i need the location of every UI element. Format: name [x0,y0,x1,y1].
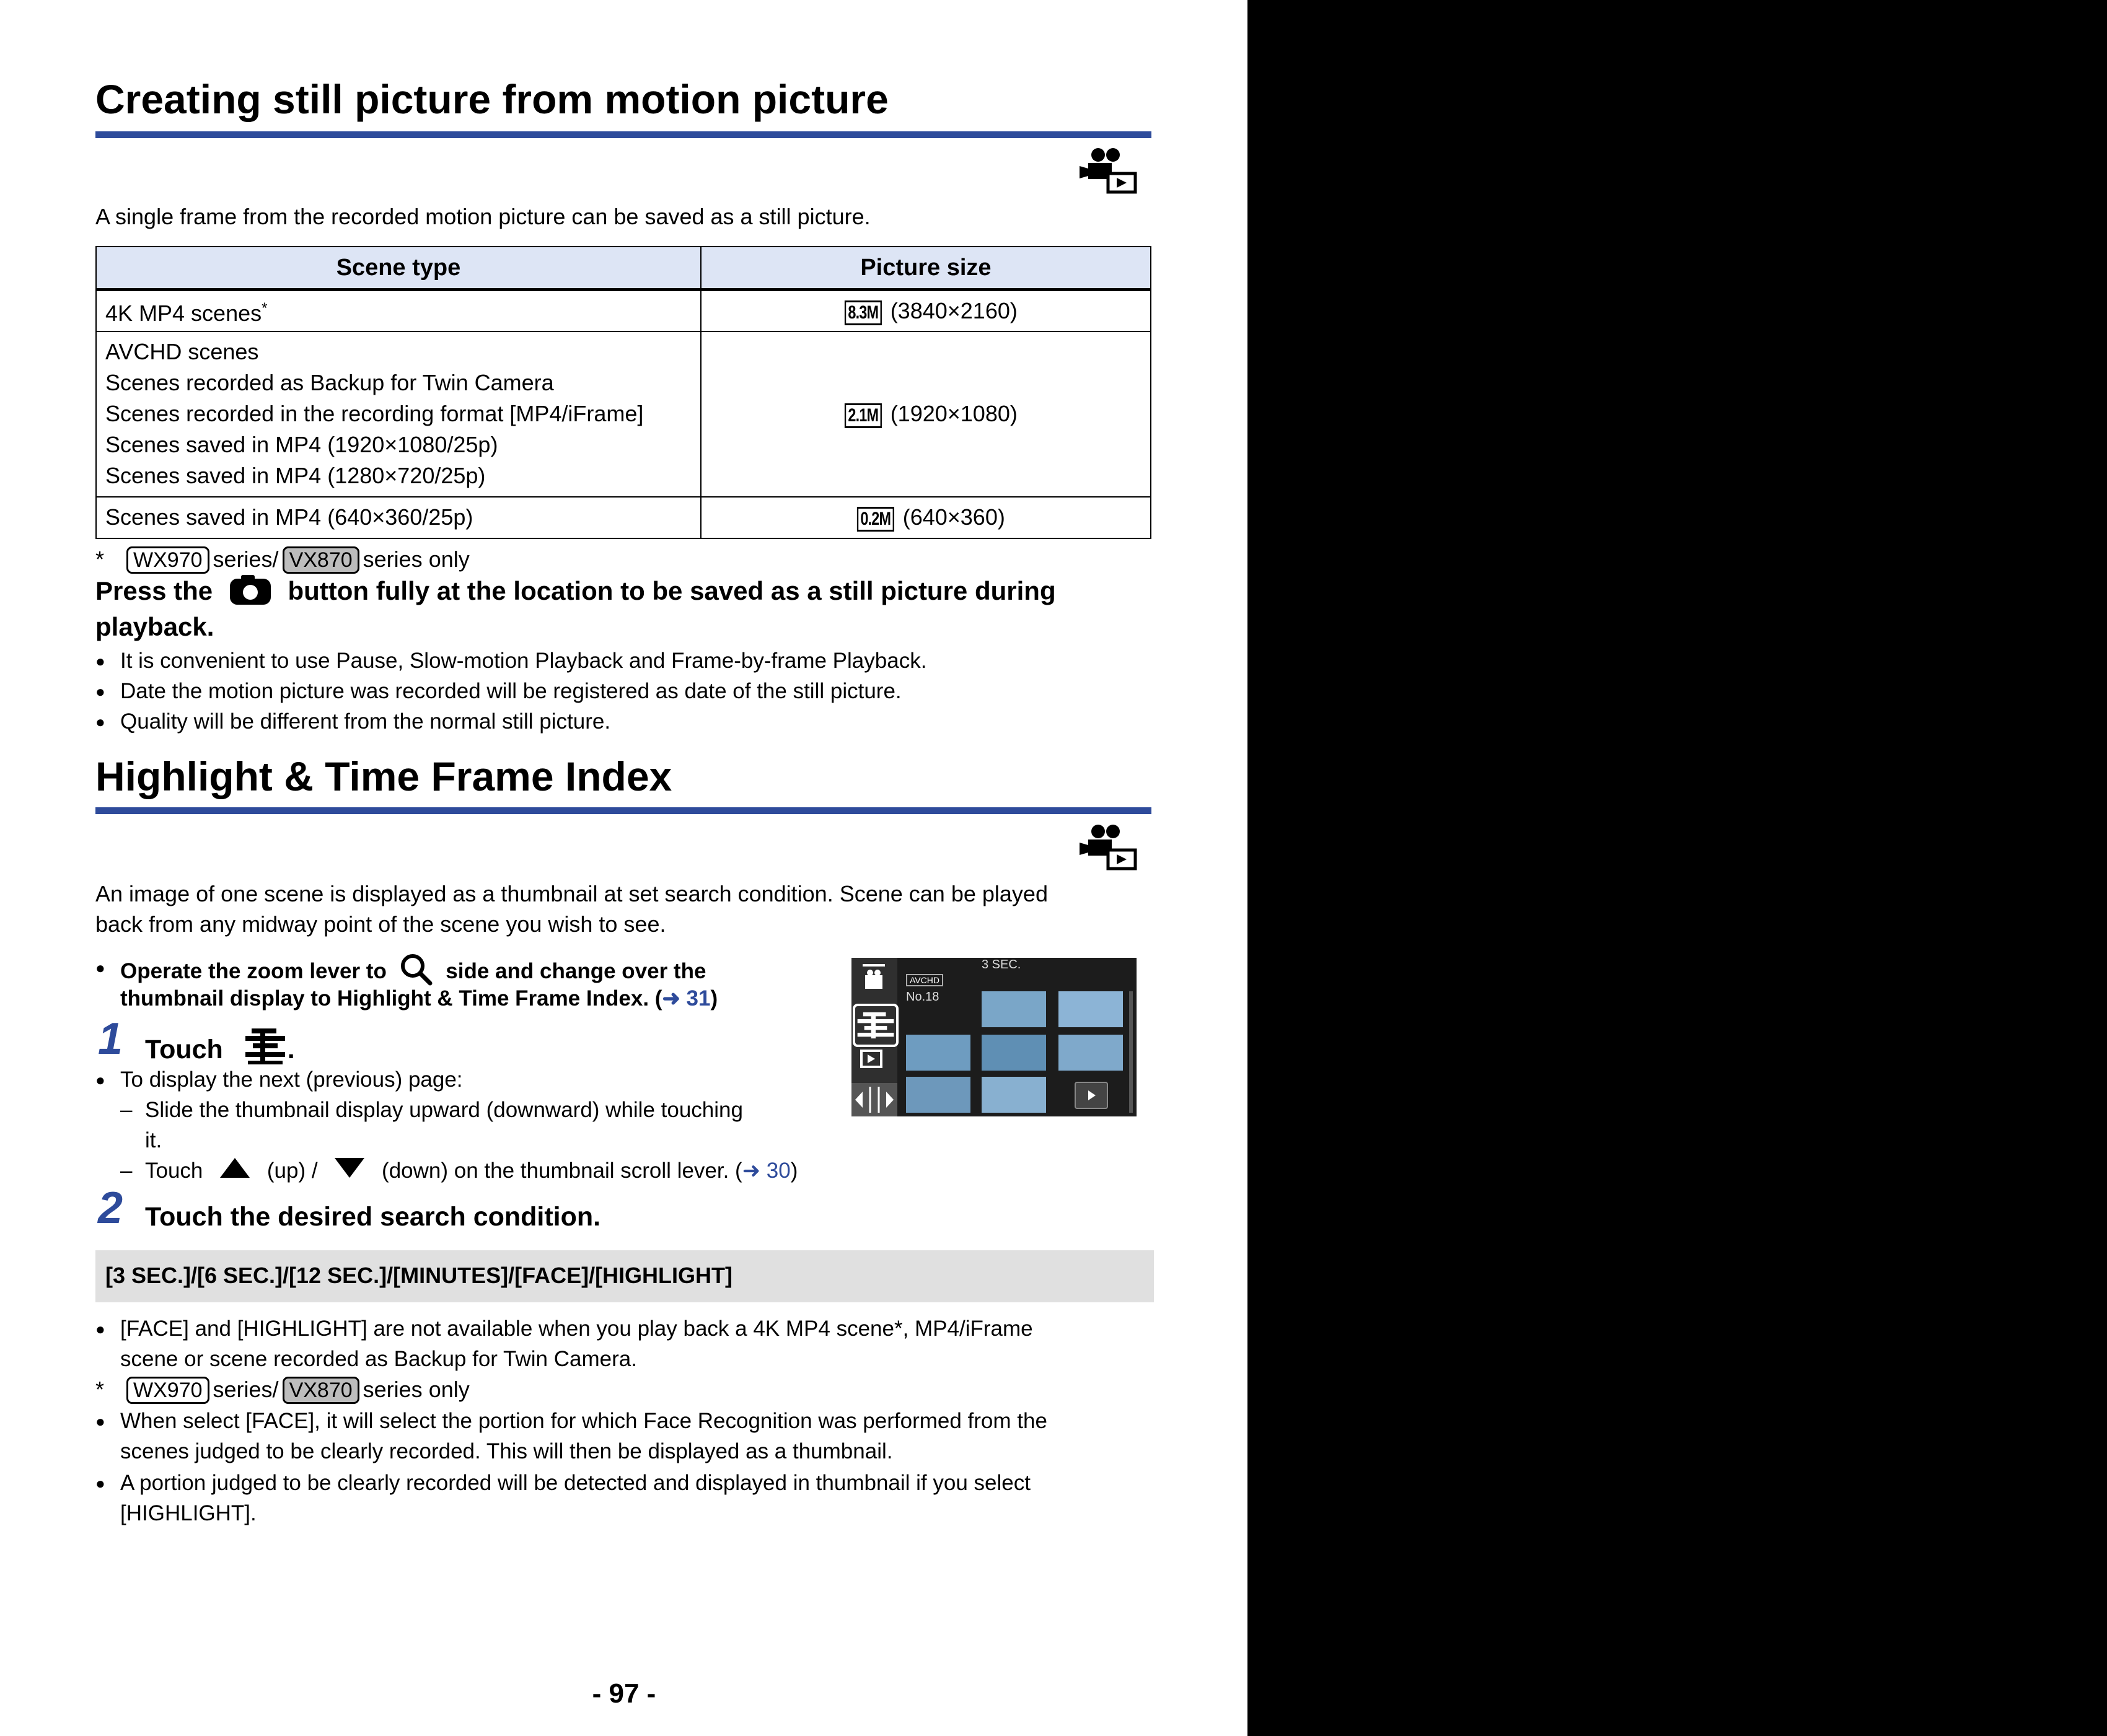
list-item-cont: scene or scene recorded as Backup for Twin Camera. [120,1347,637,1371]
still-capture-instruction: Press the button fully at the location to be saved as a still picture during [95,576,1056,605]
list-item: ● Date the motion picture was recorded will be registered as date of the still picture. [120,676,902,707]
scene-type-line: Scenes recorded in the recording format [MP4/iFrame] [105,401,644,426]
page-ref-link-30[interactable]: 30 [766,1159,791,1183]
section2-rule [95,807,1151,814]
motion-picture-playback-icon [1077,146,1139,196]
list-item-cont: scenes judged to be clearly recorded. This will then be displayed as a thumbnail. [120,1439,893,1463]
scene-type-cell: 4K MP4 scenes [105,300,262,326]
list-item: ● It is convenient to use Pause, Slow-motion Playback and Frame-by-frame Playback. [120,646,926,677]
scene-type-line: Scenes saved in MP4 (1920×1080/25p) [105,432,498,457]
scene-type-cell: Scenes saved in MP4 (640×360/25p) [96,497,701,538]
prep-step-line1: ● Operate the zoom lever to side and change over the [120,952,706,987]
black-margin-panel [1247,0,2107,1736]
section2-title: Highlight & Time Frame Index [95,753,672,799]
step-number-1: 1 [98,1014,123,1064]
table-header-scene-type: Scene type [96,247,701,290]
camera-button-icon [229,575,272,606]
table-row [96,497,1151,538]
still-capture-instruction-line2: playback. [95,612,214,641]
scene-type-line: AVCHD scenes [105,339,259,364]
section2-intro-line2: back from any midway point of the scene you wish to see. [95,911,666,937]
list-item-cont: [HIGHLIGHT]. [120,1501,257,1525]
scene-type-line: Scenes saved in MP4 (1280×720/25p) [105,463,486,488]
screen-avchd-label: AVCHD [906,974,943,986]
page-ref-arrow: ➜ [662,986,680,1010]
picture-size-icon: 0.2M [857,507,894,532]
footnote-mark: * [262,299,268,317]
step2-text: Touch the desired search condition. [145,1202,601,1232]
thumbnail[interactable] [982,991,1046,1027]
section1-intro: A single frame from the recorded motion picture can be saved as a still picture. [95,204,871,229]
section1-rule [95,131,1151,138]
highlight-button-icon[interactable] [853,1004,899,1047]
next-page-button[interactable] [1075,1082,1108,1109]
scroll-down-icon [332,1155,367,1180]
picture-size-icon: 8.3M [845,300,882,325]
zoom-search-icon [399,952,434,987]
table-header-picture-size: Picture size [701,247,1151,290]
thumbnail[interactable] [982,1077,1046,1113]
camera-screen-illustration [851,958,1137,1116]
thumbnail[interactable] [1058,1035,1123,1071]
model-badge-wx970: WX970 [126,546,209,574]
step-number-2: 2 [98,1183,123,1233]
scrollbar[interactable] [1129,991,1133,1113]
picture-size-text: (1920×1080) [890,401,1018,426]
dash-item: – Slide the thumbnail display upward (downward) while touching [120,1098,743,1122]
section2-footnote: * WX970 series/ VX870 series only [95,1374,470,1405]
list-item: ● Quality will be different from the normal still picture. [120,706,610,737]
playback-mode-icon [859,1048,890,1073]
dash-item-cont: it. [145,1128,162,1152]
scene-type-line: Scenes recorded as Backup for Twin Camera [105,370,554,395]
picture-size-text: (3840×2160) [890,297,1018,323]
highlight-time-frame-index-icon [243,1027,288,1066]
thumbnail[interactable] [982,1035,1046,1071]
thumbnail[interactable] [906,1077,970,1113]
section2-intro-line1: An image of one scene is displayed as a thumbnail at set search condition. Scene can be played [95,881,1048,906]
step1-line: Touch . [145,1027,295,1068]
thumbnail[interactable] [906,1035,970,1071]
prep-step-line2: thumbnail display to Highlight & Time Frame Index. (➜ 31) [120,986,718,1010]
dash-item: – Touch (up) / (down) on the thumbnail scroll lever. (➜ 30) [120,1155,798,1186]
table-row [96,331,1151,497]
model-badge-wx970: WX970 [126,1377,209,1404]
page-ref-link-31[interactable]: 31 [686,986,711,1010]
page-number: - 97 - [592,1678,656,1709]
model-badge-vx870: VX870 [283,546,359,574]
list-item: ● When select [FACE], it will select the portion for which Face Recognition was performed from the [120,1406,1047,1437]
model-badge-vx870: VX870 [283,1377,359,1404]
table-row [96,290,1151,331]
mode-icon [860,960,887,997]
thumbnail[interactable] [1058,991,1123,1027]
search-condition-options: [3 SEC.]/[6 SEC.]/[12 SEC.]/[MINUTES]/[FACE]/[HIGHLIGHT] [105,1263,733,1288]
motion-picture-playback-icon [1077,823,1139,872]
list-item: ● A portion judged to be clearly recorded will be detected and displayed in thumbnail if you select [120,1468,1031,1499]
section1-footnote: * WX970 series/ VX870 series only [95,544,470,575]
screen-sec-label: 3 SEC. [982,958,1021,971]
picture-size-icon: 2.1M [845,403,882,428]
picture-size-text: (640×360) [902,504,1005,530]
section1-title: Creating still picture from motion picture [95,76,889,122]
list-item: ● [FACE] and [HIGHLIGHT] are not available when you play back a 4K MP4 scene*, MP4/iFrame [120,1313,1033,1344]
scroll-lever[interactable] [851,1083,897,1116]
scroll-up-icon [218,1155,252,1180]
screen-scene-number: No.18 [906,990,939,1004]
picture-size-table [95,246,1151,539]
list-item: ● To display the next (previous) page: [120,1064,463,1095]
